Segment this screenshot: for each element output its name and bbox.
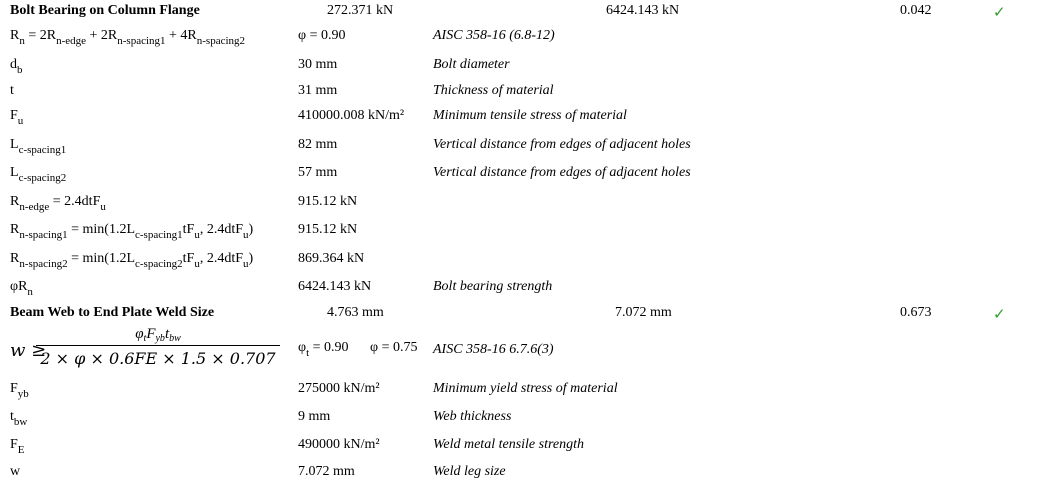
phi-factor: φ = 0.75 xyxy=(370,340,418,355)
param-value: 30 mm xyxy=(298,57,338,72)
formula-rn-edge: $R_{n-edge} = 2.4dtF_u$ xyxy=(10,194,106,213)
capacity-value: 6424.143 kN xyxy=(606,3,680,18)
check-icon: ✓ xyxy=(993,307,1006,323)
result-row-rn-spacing2 xyxy=(0,248,1039,272)
param-symbol: $t_{bw}$ xyxy=(10,409,28,428)
result-row-phi-rn xyxy=(0,276,1039,300)
param-row-fe xyxy=(0,434,1039,458)
section-header-weld-size xyxy=(0,302,1039,326)
phi-t-factor: $\varphi_t = 0.90$ xyxy=(298,340,349,359)
param-description: Web thickness xyxy=(433,409,512,424)
param-symbol: $F_{yb}$ xyxy=(10,381,29,400)
ratio-value: 0.042 xyxy=(900,3,932,18)
phi-factor: φ = 0.90 xyxy=(298,28,346,43)
result-value: 915.12 kN xyxy=(298,194,358,209)
formula-w-lhs: w ≥ xyxy=(10,340,47,361)
param-symbol: $d_b$ xyxy=(10,57,23,76)
param-row-fyb xyxy=(0,378,1039,402)
param-value: 410000.008 kN/m² xyxy=(298,108,405,123)
param-row-db xyxy=(0,54,1039,78)
param-value: 82 mm xyxy=(298,137,338,152)
param-description: Minimum tensile stress of material xyxy=(433,108,627,123)
param-description: Weld metal tensile strength xyxy=(433,437,584,452)
param-symbol: w xyxy=(10,464,21,479)
param-row-lc-spacing1 xyxy=(0,134,1039,158)
section-title: Bolt Bearing on Column Flange xyxy=(10,3,200,18)
param-value: 57 mm xyxy=(298,165,338,180)
formula-row-rn xyxy=(0,25,1039,49)
param-symbol: $L_{c-spacing2}$ xyxy=(10,165,67,184)
demand-value: 4.763 mm xyxy=(327,305,384,320)
code-reference: AISC 358-16 (6.8-12) xyxy=(433,28,555,43)
param-value: 275000 kN/m² xyxy=(298,381,380,396)
param-description: Minimum yield stress of material xyxy=(433,381,618,396)
param-description: Bolt diameter xyxy=(433,57,510,72)
result-row-rn-edge xyxy=(0,191,1039,215)
param-description: Vertical distance from edges of adjacent holes xyxy=(433,165,691,180)
section-title: Beam Web to End Plate Weld Size xyxy=(10,305,215,320)
param-symbol: $L_{c-spacing1}$ xyxy=(10,137,67,156)
formula-rn: $R_n = 2R_{n-edge} + 2R_{n-spacing1} + 4R_{n-spacing2}$ xyxy=(10,28,246,47)
param-value: 9 mm xyxy=(298,409,331,424)
param-row-tbw xyxy=(0,406,1039,430)
result-row-rn-spacing1 xyxy=(0,219,1039,243)
param-row-fu xyxy=(0,105,1039,129)
formula-numerator: $\varphi_tF_{yb}t_{bw}$ xyxy=(36,326,280,346)
param-symbol: $F_u$ xyxy=(10,108,24,127)
capacity-value: 7.072 mm xyxy=(615,305,672,320)
param-description: Thickness of material xyxy=(433,83,554,98)
param-description: Vertical distance from edges of adjacent holes xyxy=(433,137,691,152)
result-value: 915.12 kN xyxy=(298,222,358,237)
formula-fraction xyxy=(36,326,280,368)
result-description: Bolt bearing strength xyxy=(433,279,553,294)
param-value: 490000 kN/m² xyxy=(298,437,380,452)
check-icon: ✓ xyxy=(993,5,1006,21)
code-reference: AISC 358-16 6.7.6(3) xyxy=(433,342,554,357)
demand-value: 272.371 kN xyxy=(327,3,394,18)
param-value: 31 mm xyxy=(298,83,338,98)
param-description: Weld leg size xyxy=(433,464,506,479)
param-value: 7.072 mm xyxy=(298,464,355,479)
section-header-bolt-bearing xyxy=(0,0,1039,24)
formula-denominator: 2 × φ × 0.6FE × 1.5 × 0.707 xyxy=(40,349,276,368)
result-value: 6424.143 kN xyxy=(298,279,372,294)
ratio-value: 0.673 xyxy=(900,305,932,320)
formula-row-weld xyxy=(0,326,1039,374)
formula-rn-spacing1: $R_{n-spacing1} = \min(1.2L_{c-spacing1}tF_u$, 2.4dtF$_u$) xyxy=(10,222,254,241)
param-symbol: $F_E$ xyxy=(10,437,25,456)
formula-phi-rn: $\varphi R_n$ xyxy=(10,279,33,298)
param-row-lc-spacing2 xyxy=(0,162,1039,186)
param-symbol: t xyxy=(10,83,14,98)
formula-rn-spacing2: $R_{n-spacing2} = \min(1.2L_{c-spacing2}tF_u$, 2.4dtF$_u$) xyxy=(10,251,254,270)
result-value: 869.364 kN xyxy=(298,251,365,266)
param-row-w xyxy=(0,461,1039,485)
param-row-t xyxy=(0,80,1039,104)
